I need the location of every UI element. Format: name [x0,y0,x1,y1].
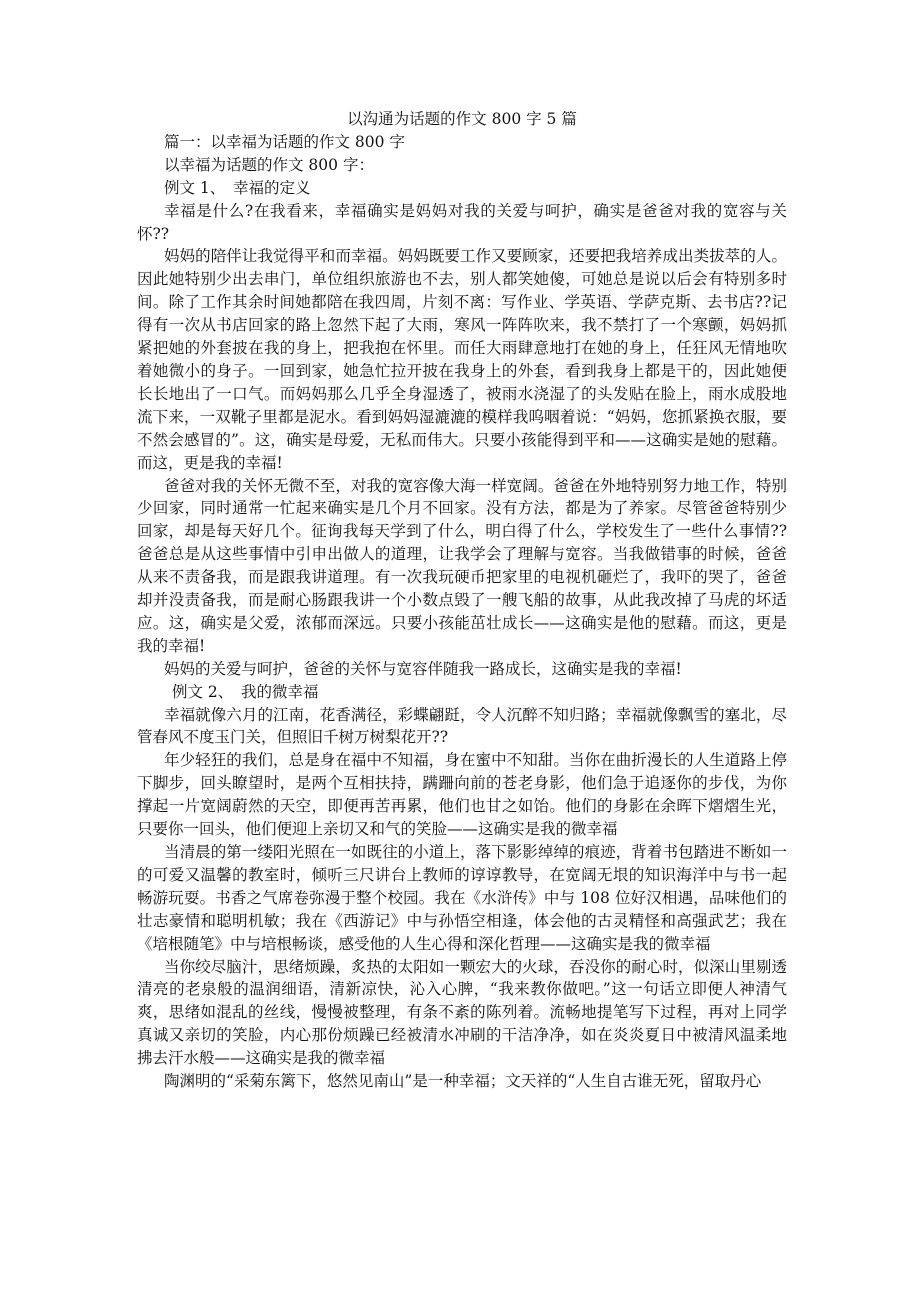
paragraph-2: 妈妈的陪伴让我觉得平和而幸福。妈妈既要工作又要顾家，还要把我培养成出类拔萃的人。因此她特别少出去串门，单位组织旅游也不去，别人都笑她傻，可她总是说以后会有特别多时间。除了工作其余时间她都陪在我四周，片刻不离：写作业、学英语、学萨克斯、去书店??记得有一次从书店回家的路上忽然下起了大雨，寒风一阵阵吹来，我不禁打了一个寒颤，妈妈抓紧把她的外套披在我的身上，把我抱在怀里。而任大雨肆意地打在她的身上，任狂风无情地吹着她微小的身子。一回到家，她急忙拉开披在我身上的外套，看到我身上都是干的，因此她便长长地出了一口气。而妈妈那么几乎全身湿透了，被雨水浇湿了的头发贴在脸上，雨水成股地流下来，一双靴子里都是泥水。看到妈妈湿漉漉的模样我呜咽着说：“妈妈，您抓紧换衣服，要不然会感冒的”。这，确实是母爱，无私而伟大。只要小孩能得到平和——这确实是她的慰藉。而这，更是我的幸福! [137,247,787,472]
example-2-heading: 例文 2、 我的微幸福 [172,682,319,701]
paragraph-8: 当你绞尽脑汁，思绪烦躁，炙热的太阳如一颗宏大的火球，吞没你的耐心时，似深山里剔透清亮的老泉般的温润细语，清新凉快，沁入心脾，“我来教你做吧。”这一句话立即便人神清气爽，思绪如混乱的丝线，慢慢被整理，有条不紊的陈列着。流畅地提笔写下过程，再对上同学真诚又亲切的笑脸，内心那份烦躁已经被清水冲刷的干洁净净，如在炎炎夏日中被清风温柔地拂去汗水般——这确实是我的微幸福 [137,957,787,1068]
paragraph-3: 爸爸对我的关怀无微不至，对我的宽容像大海一样宽阔。爸爸在外地特别努力地工作，特别少回家，同时通常一忙起来确实是几个月不回家。没有方法，都是为了养家。尽管爸爸特别少回家，却是每天好几个。征询我每天学到了什么，明白得了什么，学校发生了一些什么事情??爸爸总是从这些事情中引申出做人的道理，让我学会了理解与宽容。当我做错事的时候，爸爸从来不责备我，而是跟我讲道理。有一次我玩硬币把家里的电视机砸烂了，我吓的哭了，爸爸却并没责备我，而是耐心肠跟我讲一个小数点毁了一艘飞船的故事，从此我改掉了马虎的坏适应。这，确实是父爱，浓郁而深远。只要小孩能茁壮成长——这确实是他的慰藉。而这，更是我的幸福! [137,476,787,655]
paragraph-5: 幸福就像六月的江南，花香满径，彩蝶翩跹，令人沉醉不知归路；幸福就像飘雪的塞北，尽管春风不度玉门关，但照旧千树万树梨花开?? [137,705,787,747]
example-1-heading: 例文 1、 幸福的定义 [164,178,311,197]
document-title: 以沟通为话题的作文 800 字 5 篇 [347,110,577,128]
paragraph-6: 年少轻狂的我们，总是身在福中不知福，身在蜜中不知甜。当你在曲折漫长的人生道路上停下脚步，回头瞭望时，是两个互相扶持，蹒跚向前的苍老身影，他们急于追逐你的步伐，为你撑起一片宽阔蔚然的天空，即便再苦再累，他们也甘之如饴。他们的身影在余晖下熠熠生光，只要你一回头，他们便迎上亲切又和气的笑脸——这确实是我的微幸福 [137,751,787,839]
paragraph-1: 幸福是什么?在我看来，幸福确实是妈妈对我的关爱与呵护，确实是爸爸对我的宽容与关怀?? [137,201,787,243]
paragraph-9: 陶渊明的“采菊东篱下，悠然见南山”是一种幸福；文天祥的“人生自古谁无死，留取丹心 [164,1072,762,1091]
subheading: 以幸福为话题的作文 800 字： [164,155,374,174]
section-heading: 篇一：以幸福为话题的作文 800 字 [164,132,405,151]
paragraph-7: 当清晨的第一缕阳光照在一如既往的小道上，落下影影绰绰的痕迹，背着书包踏进不断如一的可爱又温馨的教室时，倾听三尺讲台上教师的谆谆教导，在宽阔无垠的知识海洋中与书一起畅游玩耍。书香之气席卷弥漫于整个校园。我在《水浒传》中与 108 位好汉相遇，品味他们的壮志豪情和聪明机敏；我在《西游记》中与孙悟空相逢，体会他的古灵精怪和高强武艺；我在《培根随笔》中与培根畅谈，感受他的人生心得和深化哲理——这确实是我的微幸福 [137,843,787,953]
paragraph-4: 妈妈的关爱与呵护，爸爸的关怀与宽容伴随我一路成长，这确实是我的幸福! [164,659,682,678]
document-page [137,108,787,1093]
